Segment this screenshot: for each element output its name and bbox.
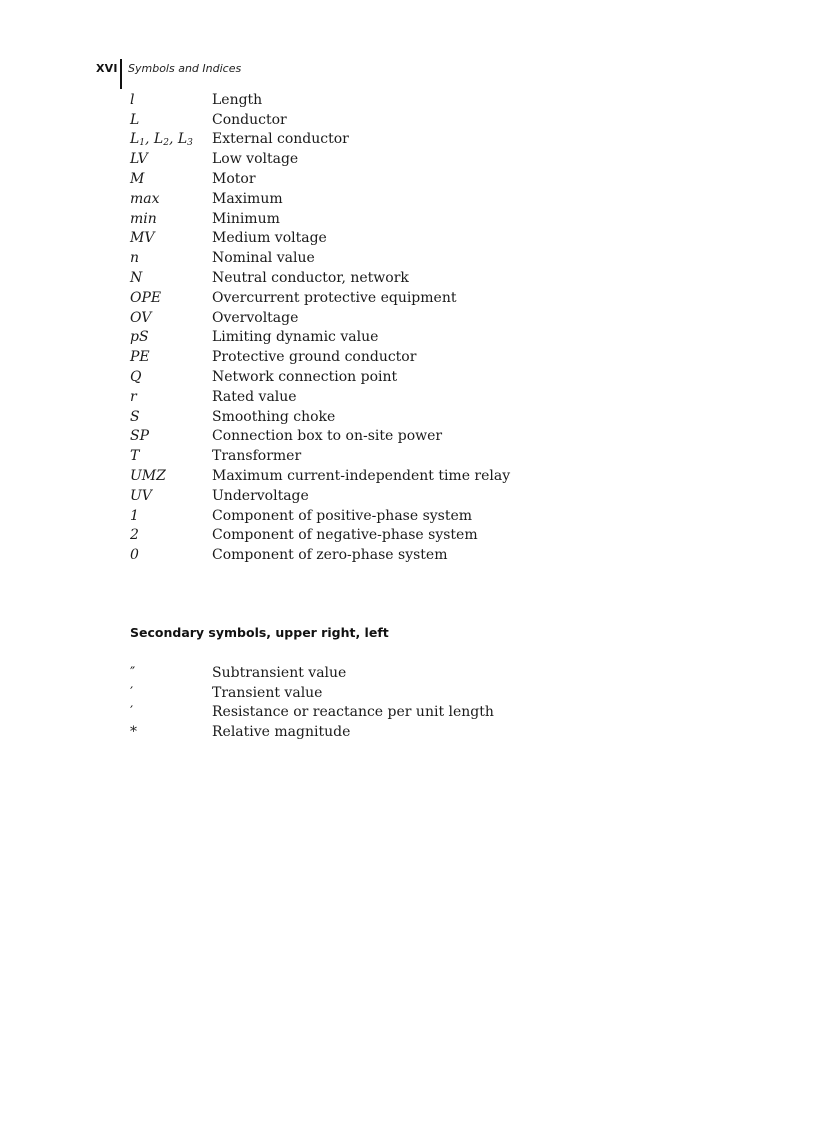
symbol-description: Length — [212, 91, 263, 108]
list-item — [130, 328, 690, 348]
symbol-description: Motor — [212, 171, 256, 188]
symbol: * — [130, 724, 137, 741]
list-item — [130, 722, 690, 742]
symbol-description: Resistance or reactance per unit length — [212, 704, 494, 721]
symbol: M — [130, 171, 145, 188]
symbol-description: Protective ground conductor — [212, 349, 417, 366]
list-item — [130, 407, 690, 427]
symbol: ″ — [130, 664, 136, 681]
symbol-description: Conductor — [212, 111, 287, 128]
symbol-description: Overvoltage — [212, 309, 299, 326]
symbol-description: Transformer — [212, 448, 302, 465]
list-item — [130, 466, 690, 486]
secondary-symbol-list — [130, 663, 690, 742]
list-item — [130, 486, 690, 506]
list-item — [130, 248, 690, 268]
list-item — [130, 130, 690, 150]
symbol-description: Overcurrent protective equipment — [212, 289, 457, 306]
symbol-description: Component of zero-phase system — [212, 547, 448, 564]
symbol: SP — [130, 428, 150, 445]
symbol: LV — [130, 151, 148, 168]
symbol: n — [130, 250, 140, 267]
list-item — [130, 229, 690, 249]
symbol: ′ — [130, 684, 134, 701]
list-item — [130, 149, 690, 169]
symbol: Q — [130, 369, 142, 386]
list-item — [130, 288, 690, 308]
list-item — [130, 367, 690, 387]
symbol: OV — [130, 309, 152, 326]
running-title: Symbols and Indices — [128, 62, 242, 75]
symbol: 1 — [130, 507, 139, 524]
list-item — [130, 347, 690, 367]
list-item — [130, 545, 690, 565]
symbol: MV — [130, 230, 155, 247]
symbol: min — [130, 210, 157, 227]
symbol: UMZ — [130, 468, 166, 485]
symbol-description: Low voltage — [212, 151, 299, 168]
list-item — [130, 169, 690, 189]
symbol: max — [130, 190, 160, 207]
symbol: T — [130, 448, 140, 465]
symbol: S — [130, 408, 140, 425]
symbol-description: Neutral conductor, network — [212, 270, 409, 287]
header-rule — [120, 59, 122, 89]
symbol-description: Network connection point — [212, 369, 398, 386]
list-item — [130, 703, 690, 723]
symbol: r — [130, 388, 137, 405]
symbol: 0 — [130, 547, 139, 564]
symbol: pS — [130, 329, 149, 346]
list-item — [130, 387, 690, 407]
symbol: UV — [130, 487, 152, 504]
list-item — [130, 526, 690, 546]
symbol: N — [130, 270, 143, 287]
symbol-description: Component of positive-phase system — [212, 507, 473, 524]
symbol-description: Maximum — [212, 190, 283, 207]
symbol: L — [130, 111, 140, 128]
list-item — [130, 209, 690, 229]
symbol-description: Rated value — [212, 388, 297, 405]
page-number: XVI — [96, 62, 118, 75]
symbol: l — [130, 91, 135, 108]
symbol-description: Undervoltage — [212, 487, 309, 504]
index-symbol-list — [130, 90, 690, 565]
symbol-description: External conductor — [212, 131, 349, 148]
symbol-description: Nominal value — [212, 250, 315, 267]
list-item — [130, 189, 690, 209]
list-item — [130, 268, 690, 288]
symbol: $L_1$, $L_2$, $L_3$ — [130, 130, 193, 148]
list-item — [130, 427, 690, 447]
list-item — [130, 90, 690, 110]
symbol-description: Component of negative-phase system — [212, 527, 478, 544]
symbol-description: Medium voltage — [212, 230, 327, 247]
section-heading: Secondary symbols, upper right, left — [130, 625, 389, 640]
symbol: PE — [130, 349, 150, 366]
symbol: OPE — [130, 289, 162, 306]
list-item — [130, 110, 690, 130]
symbol: 2 — [130, 527, 139, 544]
symbol-description: Minimum — [212, 210, 280, 227]
symbol-description: Transient value — [212, 684, 323, 701]
symbol-description: Limiting dynamic value — [212, 329, 379, 346]
symbol: ′ — [130, 704, 134, 721]
symbol-description: Subtransient value — [212, 664, 347, 681]
list-item — [130, 663, 690, 683]
symbol-description: Connection box to on-site power — [212, 428, 443, 445]
symbol-description: Maximum current-independent time relay — [212, 468, 511, 485]
symbol-description: Relative magnitude — [212, 724, 351, 741]
list-item — [130, 683, 690, 703]
symbol-description: Smoothing choke — [212, 408, 336, 425]
list-item — [130, 446, 690, 466]
list-item — [130, 506, 690, 526]
list-item — [130, 308, 690, 328]
